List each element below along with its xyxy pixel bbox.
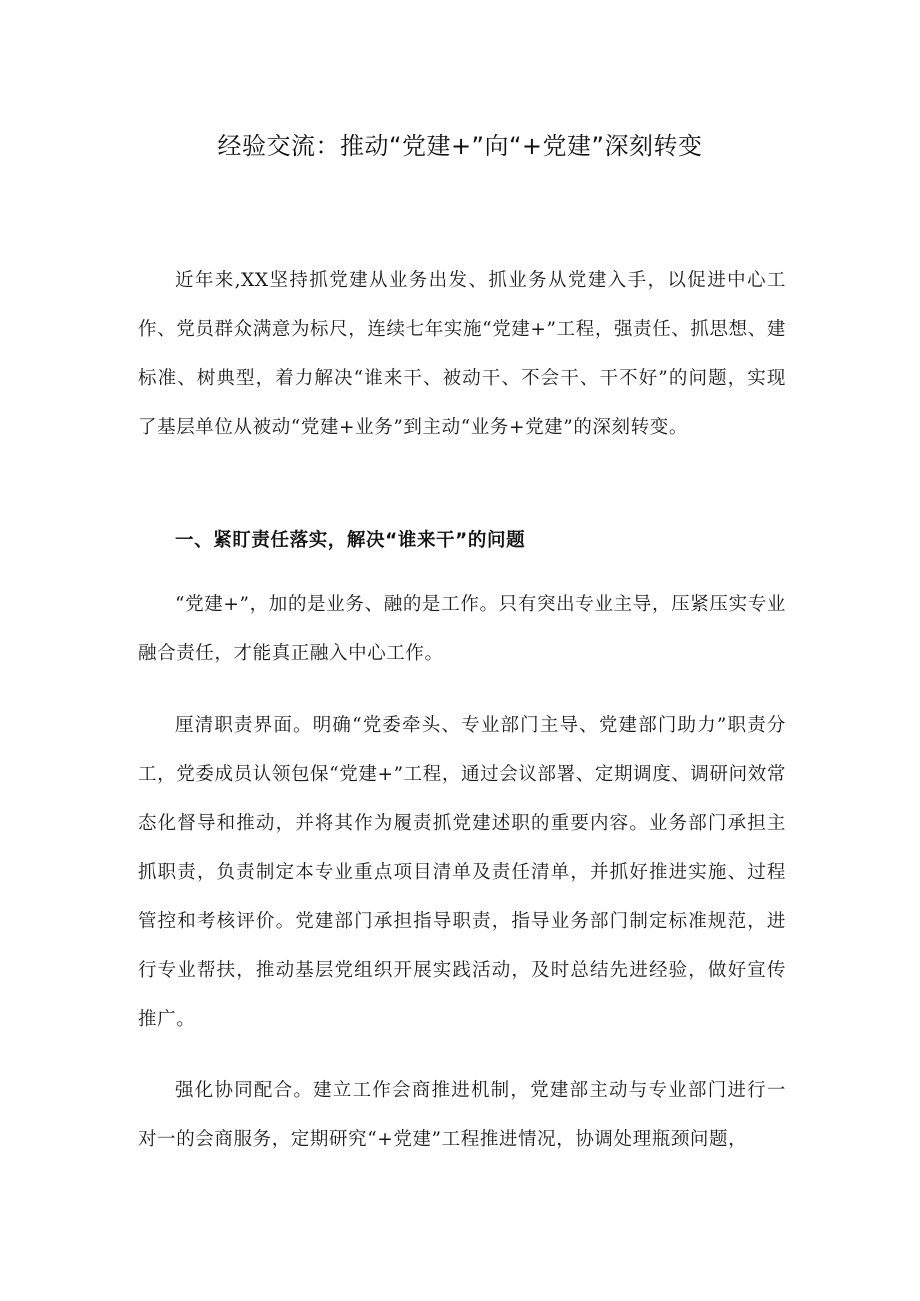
section1-paragraph-2: 厘清职责界面。明确“党委牵头、专业部门主导、党建部门助力”职责分工，党委成员认领包保“党建+”工程，通过会议部署、定期调度、调研问效常态化督导和推动，并将其作为履责抓党建述职的重要内容。业务部门承担主抓职责，负责制定本专业重点项目清单及责任清单，并抓好推进实施、过程管控和考核评价。党建部门承担指导职责，指导业务部门制定标准规范，进行专业帮扶，推动基层党组织开展实践活动，及时总结先进经验，做好宣传推广。 xyxy=(138,715,786,1030)
intro-paragraph: 近年来,XX坚持抓党建从业务出发、抓业务从党建入手，以促进中心工作、党员群众满意为标尺，连续七年实施“党建+”工程，强责任、抓思想、建标准、树典型，着力解决“谁来干、被动干、不会干、干不好”的问题，实现了基层单位从被动“党建+业务”到主动“业务+党建”的深刻转变。 xyxy=(138,270,786,438)
section1-paragraph-1: “党建+”，加的是业务、融的是工作。只有突出专业主导，压紧压实专业融合责任，才能真正融入中心工作。 xyxy=(138,594,786,664)
document-title: 经验交流：推动“党建+”向“+党建”深刻转变 xyxy=(217,132,703,160)
section1-paragraph-3: 强化协同配合。建立工作会商推进机制，党建部主动与专业部门进行一对一的会商服务，定期研究“+党建”工程推进情况，协调处理瓶颈问题， xyxy=(138,1080,786,1150)
section-heading: 一、紧盯责任落实，解决“谁来干”的问题 xyxy=(175,530,526,551)
